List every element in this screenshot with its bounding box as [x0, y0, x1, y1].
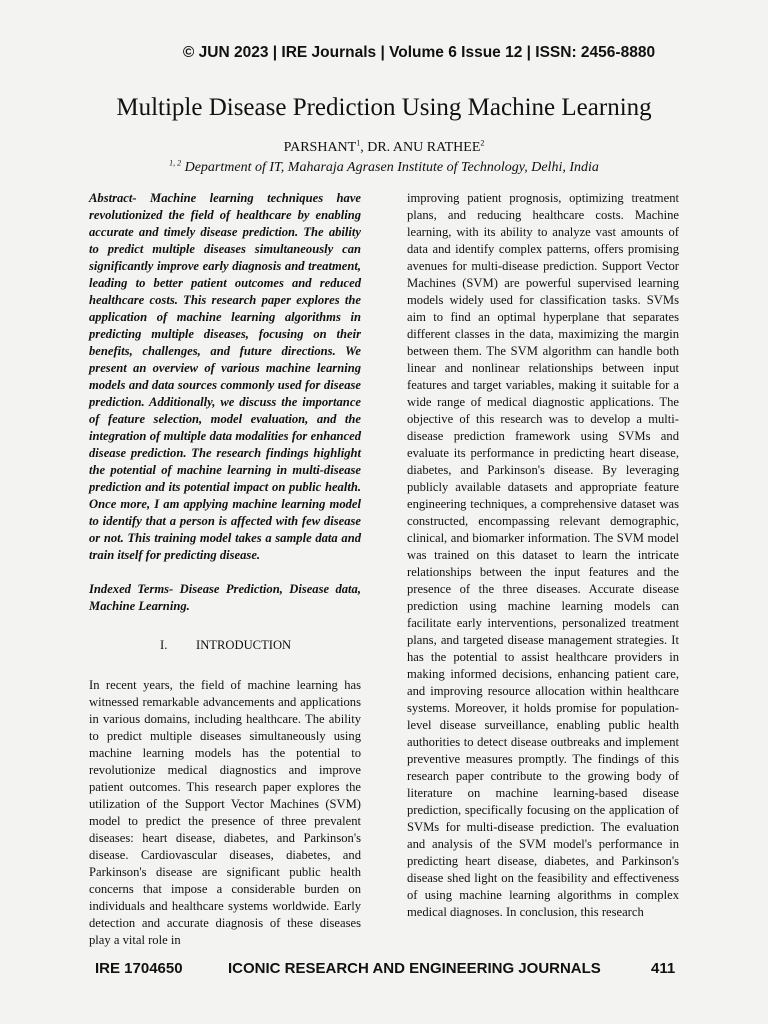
indexed-terms: Indexed Terms- Disease Prediction, Disease data, Machine Learning.	[89, 582, 361, 613]
author-2-sup: 2	[480, 138, 485, 148]
intro-paragraph-right: improving patient prognosis, optimizing treatment plans, and reducing healthcare costs. Machine learning, with its ability to analyze vast amounts of data and identify complex patterns, offers promising avenues for multi-disease prediction. Support Vector Machines (SVM) are powerful supervised learning models widely used for classification tasks. SVMs aim to find an optimal hyperplane that separates different classes in the data, maximizing the margin between them. The SVM algorithm can handle both linear and nonlinear relationships between input features and target variables, making it suitable for a wide range of medical diagnostic applications. The objective of this research was to develop a multi-disease prediction framework using SVMs and evaluate its performance in predicting heart disease, diabetes, and Parkinson's disease. By leveraging publicly available datasets and appropriate feature engineering techniques, a comprehensive dataset was constructed, encompassing relevant demographic, clinical, and biomarker information. The SVM model was trained on this dataset to learn the intricate relationships between the input features and the presence of the three diseases. Accurate disease prediction using machine learning models can facilitate early interventions, personalized treatment plans, and targeted disease management strategies. It has the potential to assist healthcare providers in making informed decisions, enhancing patient care, and improving resource allocation within healthcare systems. Moreover, it holds promise for population-level disease surveillance, enabling public health authorities to detect disease outbreaks and implement preventive measures promptly. The findings of this research paper contribute to the growing body of literature on machine learning-based disease prediction, specifically focusing on the application of SVMs for multi-disease prediction. The evaluation and analysis of the SVM model's performance in predicting heart disease, diabetes, and Parkinson's disease shed light on the feasibility and effectiveness of using machine learning algorithms in complex medical diagnoses. In conclusion, this research	[407, 191, 679, 919]
affiliation-line	[0, 160, 768, 176]
section-heading	[89, 637, 361, 654]
footer-page-number: 411	[651, 960, 676, 977]
journal-header	[0, 44, 768, 62]
abstract: Abstract- Machine learning techniques have revolutionized the field of healthcare by enabling accurate and timely disease prediction. The ability to predict multiple diseases simultaneously can significantly improve early diagnosis and treatment, leading to better patient outcomes and reduced healthcare costs. This research paper explores the application of machine learning algorithms in predicting multiple diseases, focusing on their benefits, challenges, and future directions. We present an overview of various machine learning models and data sources commonly used for disease prediction. Additionally, we discuss the importance of feature selection, model evaluation, and the integration of multiple data modalities for enhanced disease prediction. The research findings highlight the potential of machine learning in multi-disease prediction and its potential impact on public health. Once more, I am applying machine learning model to identify that a person is affected with few disease or not. This training model takes a sample data and train itself for predicting disease.	[89, 191, 361, 562]
left-column	[89, 190, 361, 949]
author-1: PARSHANT	[283, 140, 357, 155]
authors-line	[0, 140, 768, 156]
author-2: , DR. ANU RATHEE	[360, 140, 481, 155]
intro-paragraph-left: In recent years, the field of machine learning has witnessed remarkable advancements and applications in various domains, including healthcare. The ability to predict multiple diseases simultaneously using machine learning models has the potential to revolutionize medical diagnostics and improve patient outcomes. This research paper explores the utilization of the Support Vector Machines (SVM) model to predict the presence of three prevalent diseases: heart disease, diabetes, and Parkinson's disease. Cardiovascular diseases, diabetes, and Parkinson's disease are significant public health concerns that impose a considerable burden on individuals and healthcare systems worldwide. Early detection and accurate diagnosis of these diseases play a vital role in	[89, 678, 361, 947]
affiliation-text: Department of IT, Maharaja Agrasen Institute of Technology, Delhi, India	[181, 160, 599, 175]
affiliation-sup: 1, 2	[169, 158, 182, 168]
paper-title: Multiple Disease Prediction Using Machine Learning	[116, 94, 652, 121]
section-number: I.	[160, 638, 168, 652]
right-column	[407, 190, 679, 921]
footer-paper-id: IRE 1704650	[95, 960, 183, 977]
journal-header-text: © JUN 2023 | IRE Journals | Volume 6 Issue 12 | ISSN: 2456-8880	[182, 44, 656, 61]
author-1-sup: 1	[356, 138, 361, 148]
footer-journal-name: ICONIC RESEARCH AND ENGINEERING JOURNALS	[228, 960, 601, 977]
section-title: INTRODUCTION	[196, 638, 292, 652]
